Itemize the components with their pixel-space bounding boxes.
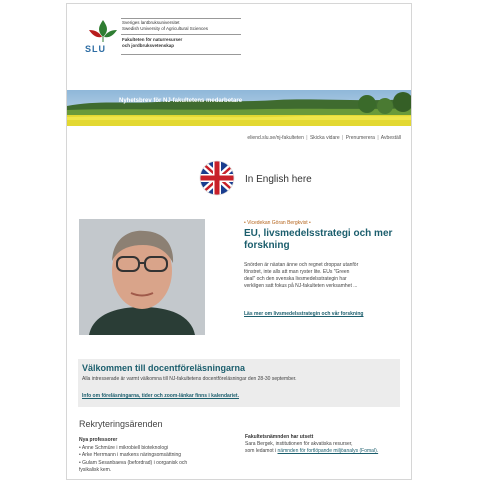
faculty-board-appointments: Fakultetsnämnden har utsett Sara Bergek, institutionen för akvatiska resurser, som ledamot i nämnden för fortlöpande miljöanalys (Fomal).	[245, 434, 400, 455]
docent-box	[78, 359, 400, 407]
list-item: • Gulam Sesanbaeva (befordrad) i oorganisk och	[79, 459, 188, 466]
university-name: Sveriges lantbruksuniversitet Swedish University of Agricultural Sciences	[122, 20, 209, 31]
article-body: Snörden är nästan änne och regnet droppar utanför fönstret, inte alls att man ryster lite. EUs "Green deal" och den svenska livsmedelsstrategin har verkligen satt fokus på NJ-fakulteten verksamhet ...	[244, 262, 359, 289]
article-headline[interactable]: EU, livsmedelsstrategi och mer forskning	[244, 228, 393, 251]
read-more-link[interactable]: Läs mer om livsmedelsstrategin och vår forskning	[244, 311, 364, 317]
nav-link-unsubscribe[interactable]: Avbeställ	[380, 135, 401, 141]
banner-title: Nyhetsbrev för NJ-fakultetens medarbetare	[119, 98, 243, 104]
top-nav	[247, 135, 401, 141]
header-divider	[121, 18, 241, 19]
header-divider	[121, 54, 241, 55]
list-item: • Arke Herrmann i markens näringsomsättning	[79, 452, 182, 458]
portrait-photo	[79, 219, 205, 335]
list-item: fysikalisk kem.	[79, 467, 112, 473]
nav-link-forward[interactable]: Skicka vidare	[309, 135, 340, 141]
appointments-heading: Fakultetsnämnden har utsett	[245, 434, 314, 440]
list-item: • Anne Schmüre i mikrobiell bioteknologi	[79, 444, 169, 451]
faculty-name: Fakulteten för naturresurser och jordbruksvetenskap	[122, 37, 183, 48]
nav-link-subscribe[interactable]: Prenumerera	[345, 135, 375, 141]
fomal-link[interactable]: nämnden för fortlöpande miljöanalys (Fomal).	[277, 448, 379, 454]
docent-info-link[interactable]: Info om föreläsningarna, tider och zoom-länkar finns i kalendariet.	[82, 393, 239, 399]
uk-flag-icon[interactable]	[199, 160, 239, 196]
nav-separator: |	[342, 135, 344, 141]
article-text	[244, 219, 400, 290]
new-professors-heading: Nya professorer	[79, 437, 118, 443]
header-banner-image	[67, 90, 411, 126]
featured-article	[79, 219, 401, 337]
newsletter-page	[66, 3, 412, 480]
english-link[interactable]: In English here	[245, 174, 312, 185]
logo-text: SLU	[85, 44, 106, 54]
nav-separator: |	[377, 135, 379, 141]
new-professors-list	[79, 437, 239, 475]
landscape-image	[67, 90, 411, 126]
docent-text: Alla intresserade är varmt välkomna till NJ-fakultetens docentföreläsningar den 28-30 september.	[82, 376, 297, 382]
article-kicker: • Vicedekan Göran Bergkvist •	[244, 220, 311, 226]
nav-separator: |	[306, 135, 308, 141]
recruitment-title: Rekryteringsärenden	[79, 419, 163, 429]
header-divider	[121, 34, 241, 35]
nav-link-website[interactable]: eliend.slu.se/nj-fakulteten	[247, 135, 304, 141]
docent-title: Välkommen till docentföreläsningarna	[82, 363, 246, 373]
header	[67, 4, 411, 90]
